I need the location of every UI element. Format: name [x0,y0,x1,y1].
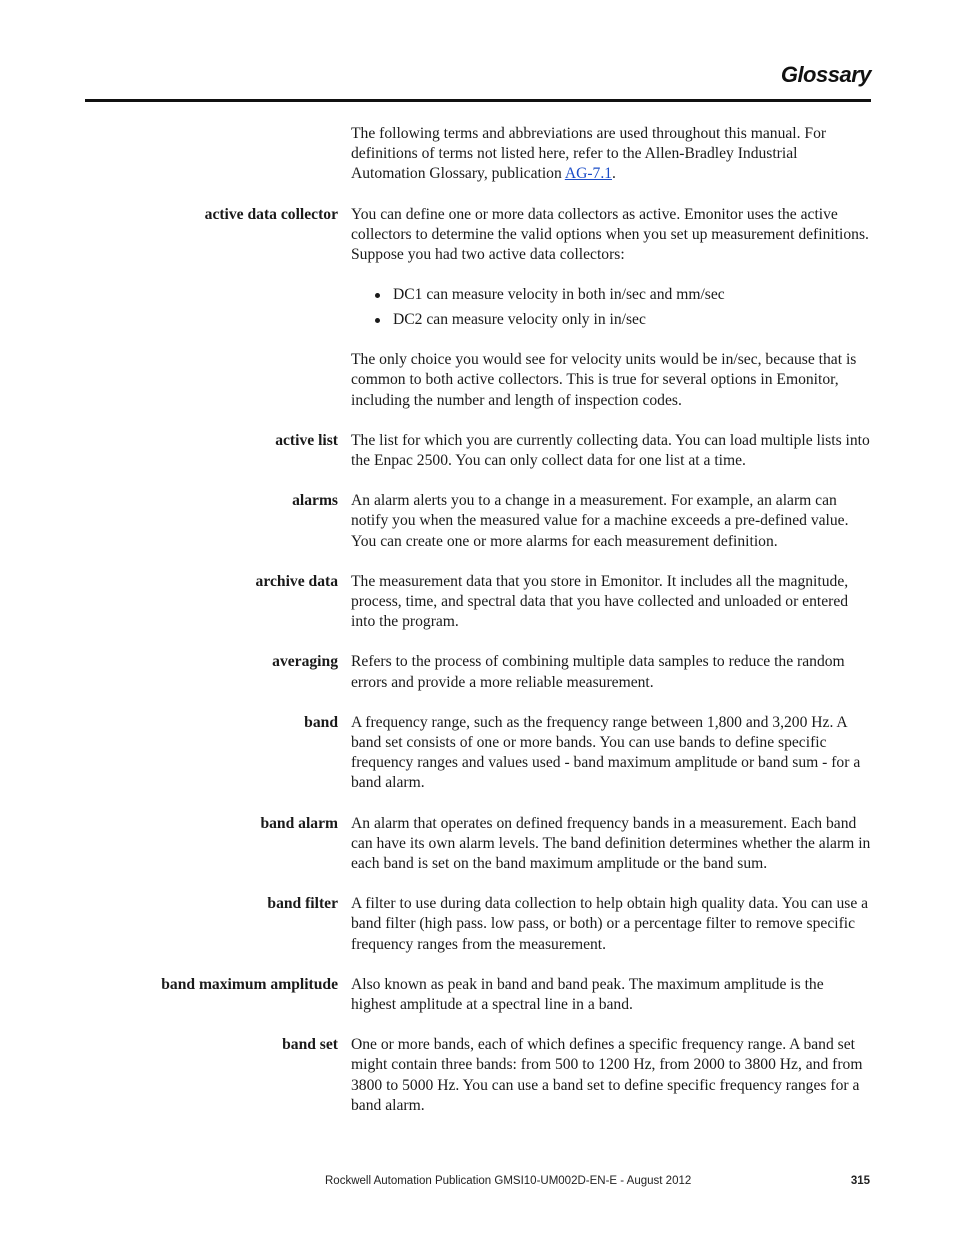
glossary-entry [0,713,954,794]
glossary-definition: Refers to the process of combining multiple data samples to reduce the random errors and provide a more reliable measurement. [351,653,845,691]
intro-text-end: . [612,165,616,183]
glossary-term: averaging [272,653,338,671]
glossary-entry [0,572,954,633]
glossary-term: band filter [267,895,338,913]
page-number: 315 [850,1175,870,1187]
glossary-definition [351,205,871,411]
definition-text: You can define one or more data collectors as active. Emonitor uses the active collectors to determine the valid options when you set up measurement definitions. Suppose you had two active data collectors: [351,205,869,264]
glossary-definition: A filter to use during data collection to help obtain high quality data. You can use a band filter (high pass. low pass, or both) or a percentage filter to remove specific frequency ranges from the measurement. [351,895,869,953]
bullet-list [373,285,871,330]
glossary-entry [0,431,954,471]
glossary-definition: The measurement data that you store in Emonitor. It includes all the magnitude, process, time, and spectral data that you have collected and unloaded or entered into the program. [351,572,849,631]
publication-info: Rockwell Automation Publication GMSI10-UM002D-EN-E - August 2012 [325,1175,692,1187]
intro-paragraph [351,124,871,185]
intro-text: The following terms and abbreviations are used throughout this manual. For definitions of terms not listed here, refer to the Allen-Bradley Industrial Automation Glossary, publication [351,125,827,183]
glossary-term: band maximum amplitude [161,975,338,993]
glossary-entry [0,814,954,875]
glossary-term: band set [282,1036,338,1054]
glossary-term: band alarm [260,814,338,832]
glossary-entry [0,894,954,955]
glossary-entry [0,1035,954,1116]
glossary-term: alarms [292,492,338,510]
publication-link[interactable]: AG-7.1 [564,165,613,183]
glossary-definition: A frequency range, such as the frequency range between 1,800 and 3,200 Hz. A band set consists of one or more bands. You can use bands to define specific frequency ranges and values used - band maximum amplitude or band sum - for a band alarm. [351,713,861,792]
glossary-term: band [304,713,338,731]
glossary-entry [0,652,954,692]
glossary-definition: One or more bands, each of which defines a specific frequency range. A band set might contain three bands: from 500 to 1200 Hz, from 2000 to 3800 Hz, and from 3800 to 5000 Hz. You can use a band set to define specific frequency ranges for a band alarm. [351,1036,863,1114]
glossary-entry [0,491,954,552]
bullet-item: DC1 can measure velocity in both in/sec and mm/sec [373,285,871,305]
glossary-definition: The list for which you are currently collecting data. You can load multiple lists into the Enpac 2500. You can only collect data for one list at a time. [351,431,870,469]
bullet-item: DC2 can measure velocity only in in/sec [373,310,871,330]
glossary-term: active data collector [204,205,338,223]
glossary-content [0,124,954,1136]
definition-text: The only choice you would see for velocity units would be in/sec, because that is common to both active collectors. This is true for several options in Emonitor, including the number and length of inspection codes. [351,351,857,409]
glossary-term: active list [275,431,338,449]
glossary-definition: Also known as peak in band and band peak. The maximum amplitude is the highest amplitude at a spectral line in a band. [351,975,824,1013]
glossary-entry [0,975,954,1015]
glossary-entry [0,205,954,411]
glossary-definition: An alarm that operates on defined frequency bands in a measurement. Each band can have its own alarm levels. The band definition determines whether the alarm in each band is set on the band maximum amplitude or the band sum. [351,814,871,872]
page-title: Glossary [780,62,871,87]
title-divider [85,99,871,102]
glossary-definition: An alarm alerts you to a change in a measurement. For example, an alarm can notify you when the measured value for a machine exceeds a pre-defined value. You can create one or more alarms for each measurement definition. [351,492,849,550]
glossary-term: archive data [255,572,338,590]
